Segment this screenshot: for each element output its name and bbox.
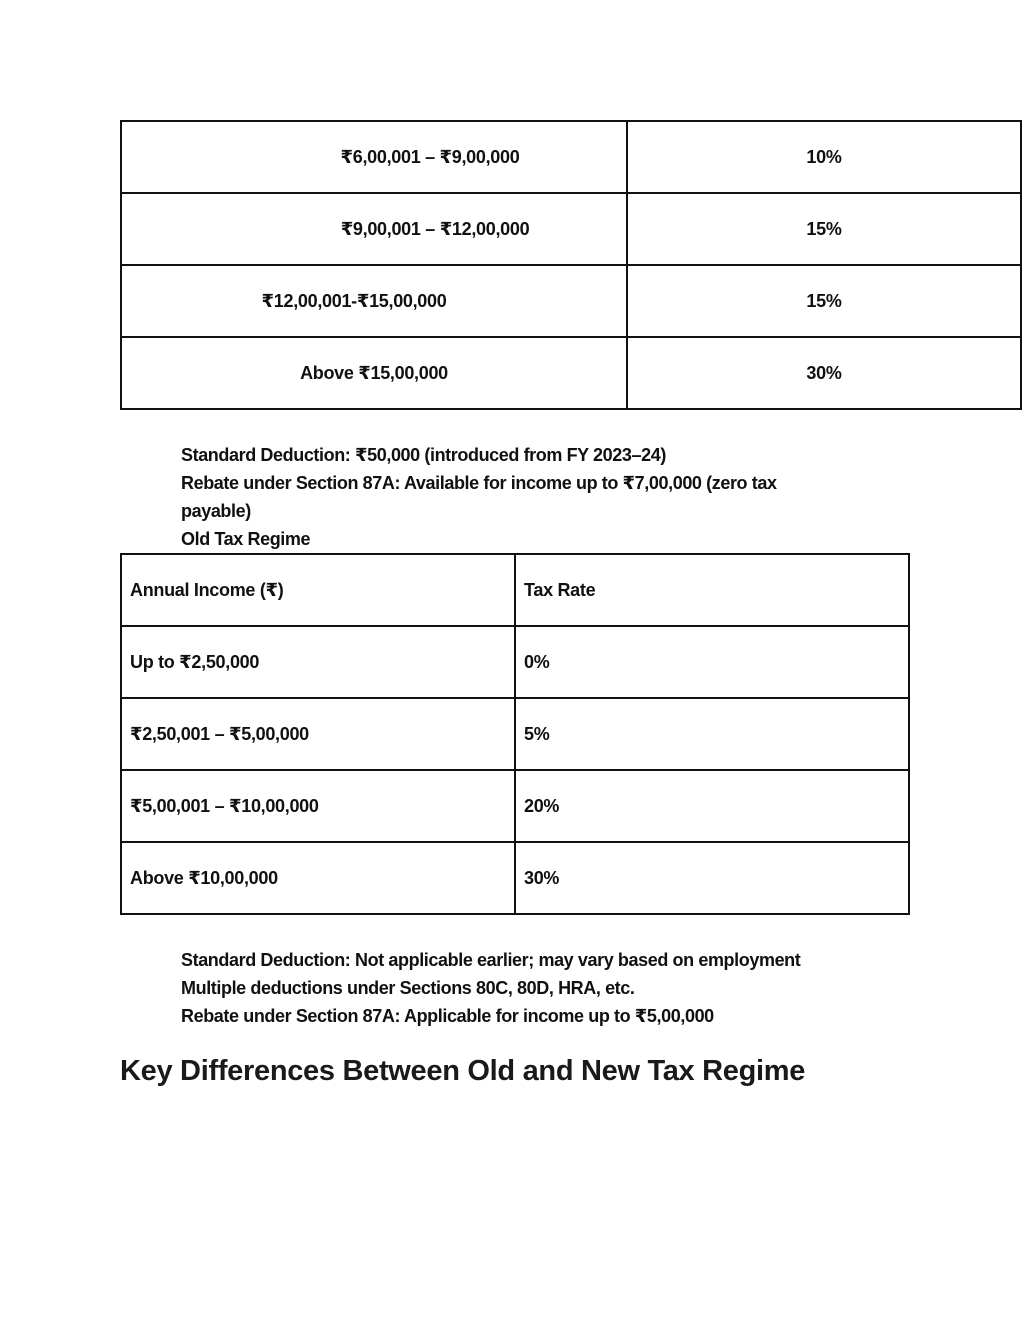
table-row bbox=[121, 337, 1021, 409]
table-row bbox=[121, 698, 909, 770]
rate-cell: 30% bbox=[515, 842, 909, 914]
old-regime-notes bbox=[181, 946, 841, 1030]
standard-deduction-note: Standard Deduction: Not applicable earlier; may vary based on employment bbox=[181, 950, 801, 970]
table-header-row bbox=[121, 554, 909, 626]
income-cell: ₹5,00,001 – ₹10,00,000 bbox=[121, 770, 515, 842]
rate-cell: 0% bbox=[515, 626, 909, 698]
income-cell: ₹6,00,001 – ₹9,00,000 bbox=[121, 121, 627, 193]
table-row bbox=[121, 842, 909, 914]
rebate-note: Rebate under Section 87A: Applicable for income up to ₹5,00,000 bbox=[181, 1006, 714, 1026]
rate-cell: 10% bbox=[627, 121, 1021, 193]
income-cell: Up to ₹2,50,000 bbox=[121, 626, 515, 698]
column-header-income: Annual Income (₹) bbox=[121, 554, 515, 626]
rate-cell: 30% bbox=[627, 337, 1021, 409]
table-row bbox=[121, 626, 909, 698]
table-row bbox=[121, 121, 1021, 193]
deductions-note: Multiple deductions under Sections 80C, 80D, HRA, etc. bbox=[181, 978, 635, 998]
income-cell: Above ₹15,00,000 bbox=[121, 337, 627, 409]
table-row bbox=[121, 770, 909, 842]
standard-deduction-note: Standard Deduction: ₹50,000 (introduced from FY 2023–24) bbox=[181, 445, 666, 465]
rate-cell: 20% bbox=[515, 770, 909, 842]
income-cell: ₹2,50,001 – ₹5,00,000 bbox=[121, 698, 515, 770]
rate-cell: 15% bbox=[627, 265, 1021, 337]
rate-cell: 5% bbox=[515, 698, 909, 770]
income-cell: ₹12,00,001-₹15,00,000 bbox=[121, 265, 627, 337]
rate-cell: 15% bbox=[627, 193, 1021, 265]
table-row bbox=[121, 265, 1021, 337]
column-header-rate: Tax Rate bbox=[515, 554, 909, 626]
new-regime-tax-table bbox=[120, 120, 1022, 410]
income-cell: ₹9,00,001 – ₹12,00,000 bbox=[121, 193, 627, 265]
old-regime-tax-table bbox=[120, 553, 910, 915]
table-row bbox=[121, 193, 1021, 265]
income-cell: Above ₹10,00,000 bbox=[121, 842, 515, 914]
rebate-note: Rebate under Section 87A: Available for income up to ₹7,00,000 (zero tax payable) bbox=[181, 473, 777, 521]
new-regime-notes bbox=[181, 441, 841, 553]
section-heading: Key Differences Between Old and New Tax Regime bbox=[120, 1055, 806, 1087]
old-regime-title: Old Tax Regime bbox=[181, 529, 311, 549]
